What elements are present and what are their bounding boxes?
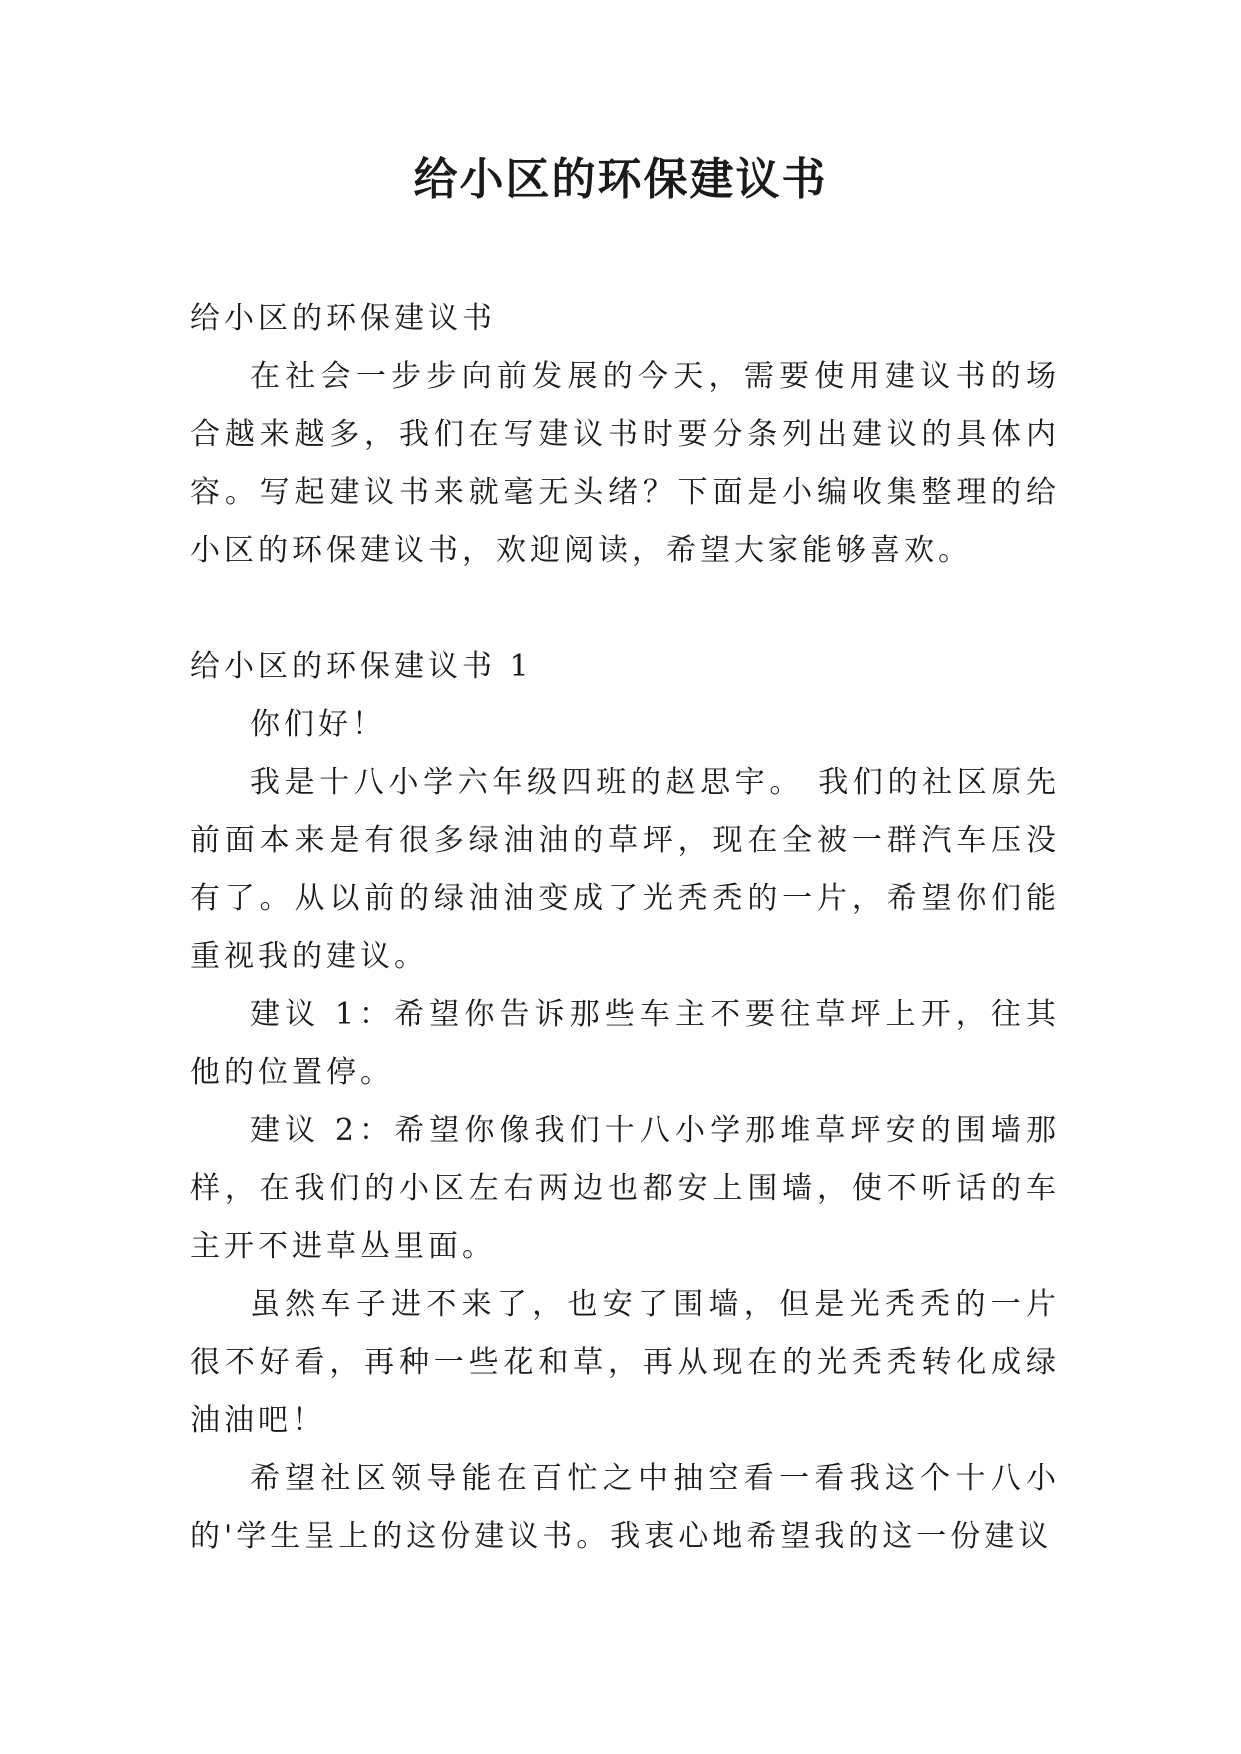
body-paragraph: 我是十八小学六年级四班的赵思宇。 我们的社区原先前面本来是有很多绿油油的草坪，现在全被一群汽车压没有了。从以前的绿油油变成了光秃秃的一片，希望你们能重视我的建议。 bbox=[190, 765, 1060, 974]
greeting: 你们好！ bbox=[250, 707, 386, 742]
suggestion-2: 建议 2：希望你像我们十八小学那堆草坪安的围墙那样，在我们的小区左右两边也都安上围墙，使不听话的车主开不进草丛里面。 bbox=[190, 1113, 1060, 1264]
intro-heading: 给小区的环保建议书 bbox=[190, 301, 496, 336]
section-heading: 给小区的环保建议书 1 bbox=[190, 649, 533, 684]
intro-paragraph: 在社会一步步向前发展的今天，需要使用建议书的场合越来越多，我们在写建议书时要分条列出建议的具体内容。写起建议书来就毫无头绪？下面是小编收集整理的给小区的环保建议书，欢迎阅读，希望大家能够喜欢。 bbox=[190, 359, 1060, 568]
document-body bbox=[190, 290, 1060, 1566]
body-paragraph: 虽然车子进不来了，也安了围墙，但是光秃秃的一片很不好看，再种一些花和草，再从现在的光秃秃转化成绿油油吧！ bbox=[190, 1287, 1060, 1438]
suggestion-1: 建议 1：希望你告诉那些车主不要往草坪上开，往其他的位置停。 bbox=[190, 997, 1060, 1090]
page-title: 给小区的环保建议书 bbox=[413, 154, 828, 205]
body-paragraph: 希望社区领导能在百忙之中抽空看一看我这个十八小的'学生呈上的这份建议书。我衷心地希望我的这一份建议 bbox=[190, 1461, 1060, 1554]
